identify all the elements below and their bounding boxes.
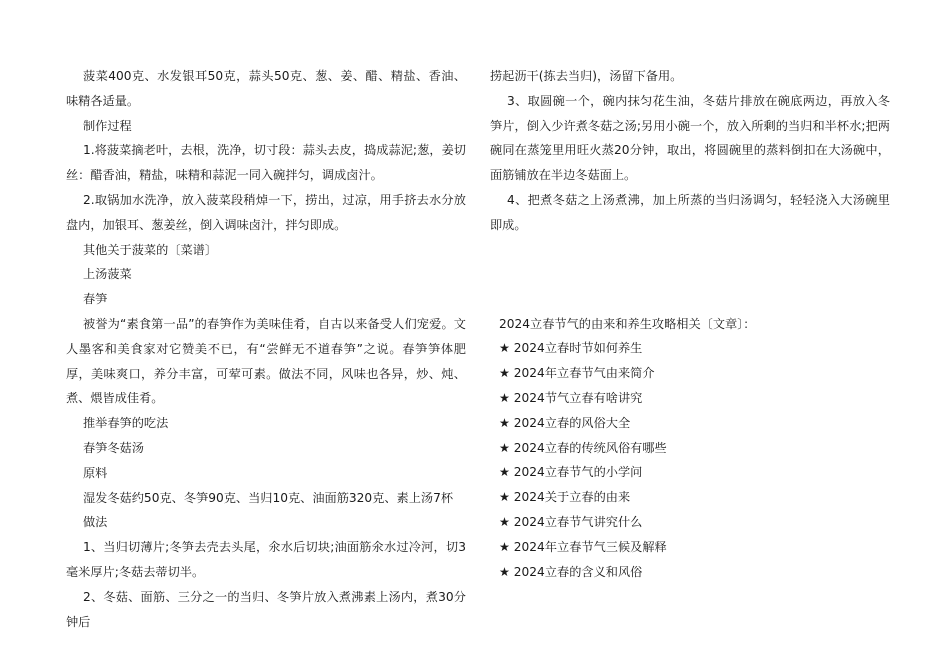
recipe-title: 上汤菠菜 <box>83 267 132 282</box>
section-heading-ingredients: 原料 <box>83 465 108 480</box>
step-paragraph: 2.取锅加水洗净，放入菠菜段稍焯一下，捞出，过凉，用手挤去水分放盘内，加银耳、葱姜丝，倒入调味卤汁，拌匀即成。 <box>66 192 466 232</box>
other-recipes-heading: 其他关于菠菜的〔菜谱〕 <box>83 242 218 257</box>
step-paragraph: 1.将菠菜摘老叶，去根，洗净，切寸段：蒜头去皮，捣成蒜泥;葱，姜切丝：醋香油，精盐，味精和蒜泥一同入碗拌匀，调成卤汁。 <box>66 143 466 183</box>
ingredients-paragraph: 菠菜400克、水发银耳50克，蒜头50克、葱、姜、醋、精盐、香油、味精各适量。 <box>66 69 466 108</box>
related-link[interactable]: ★ 2024关于立春的由来 <box>499 490 631 505</box>
spacer <box>490 238 890 312</box>
section-heading-process: 制作过程 <box>83 118 132 133</box>
bamboo-intro-paragraph: 被誉为“素食第一品”的春笋作为美味佳肴，自古以来备受人们宠爱。文人墨客和美食家对它赞美不已，有“尝鲜无不道春笋”之说。春笋笋体肥厚，美味爽口，养分丰富，可荤可素。做法不同，风味也各异，炒、炖、煮、煨皆成佳肴。 <box>66 316 466 406</box>
related-articles <box>490 312 890 585</box>
step-paragraph: 4、把煮冬菇之上汤煮沸，加上所蒸的当归汤调匀，轻轻浇入大汤碗里即成。 <box>490 192 890 232</box>
related-link[interactable]: ★ 2024立春节气的小学问 <box>499 465 643 480</box>
section-heading-methods: 推举春笋的吃法 <box>83 416 169 431</box>
section-heading-method: 做法 <box>83 515 108 530</box>
step-paragraph: 1、当归切薄片;冬笋去壳去头尾，氽水后切块;油面筋氽水过冷河，切3毫米厚片;冬菇去蒂切半。 <box>66 540 466 579</box>
left-column <box>66 64 466 634</box>
related-link[interactable]: ★ 2024年立春节气三候及解释 <box>499 539 667 554</box>
ingredients-paragraph: 湿发冬菇约50克、冬笋90克、当归10克、油面筋320克、素上汤7杯 <box>83 490 454 505</box>
related-link[interactable]: ★ 2024立春的含义和风俗 <box>499 564 643 579</box>
related-link[interactable]: ★ 2024节气立春有啥讲究 <box>499 390 643 405</box>
right-column <box>490 64 890 584</box>
step-continuation: 捞起沥干(拣去当归)，汤留下备用。 <box>490 69 683 83</box>
related-link[interactable]: ★ 2024立春的传统风俗有哪些 <box>499 440 667 455</box>
related-link[interactable]: ★ 2024年立春节气由来简介 <box>499 366 655 381</box>
related-link[interactable]: ★ 2024立春节气讲究什么 <box>499 514 643 529</box>
recipe-title: 春笋冬菇汤 <box>83 440 144 455</box>
step-paragraph: 3、取圆碗一个，碗内抹匀花生油，冬菇片排放在碗底两边，再放入冬笋片，倒入少许煮冬菇之汤;另用小碗一个，放入所剩的当归和半杯水;把两碗同在蒸笼里用旺火蒸20分钟，取出，将圆碗里的蒸料倒扣在大汤碗中，面筋铺放在半边冬菇面上。 <box>490 93 890 183</box>
related-heading: 2024立春节气的由来和养生攻略相关〔文章〕： <box>499 316 756 331</box>
step-paragraph: 2、冬菇、面筋、三分之一的当归、冬笋片放入煮沸素上汤内，煮30分钟后 <box>66 589 466 629</box>
related-link[interactable]: ★ 2024立春时节如何养生 <box>499 341 643 356</box>
section-heading-bamboo: 春笋 <box>83 292 108 307</box>
related-link[interactable]: ★ 2024立春的风俗大全 <box>499 415 631 430</box>
